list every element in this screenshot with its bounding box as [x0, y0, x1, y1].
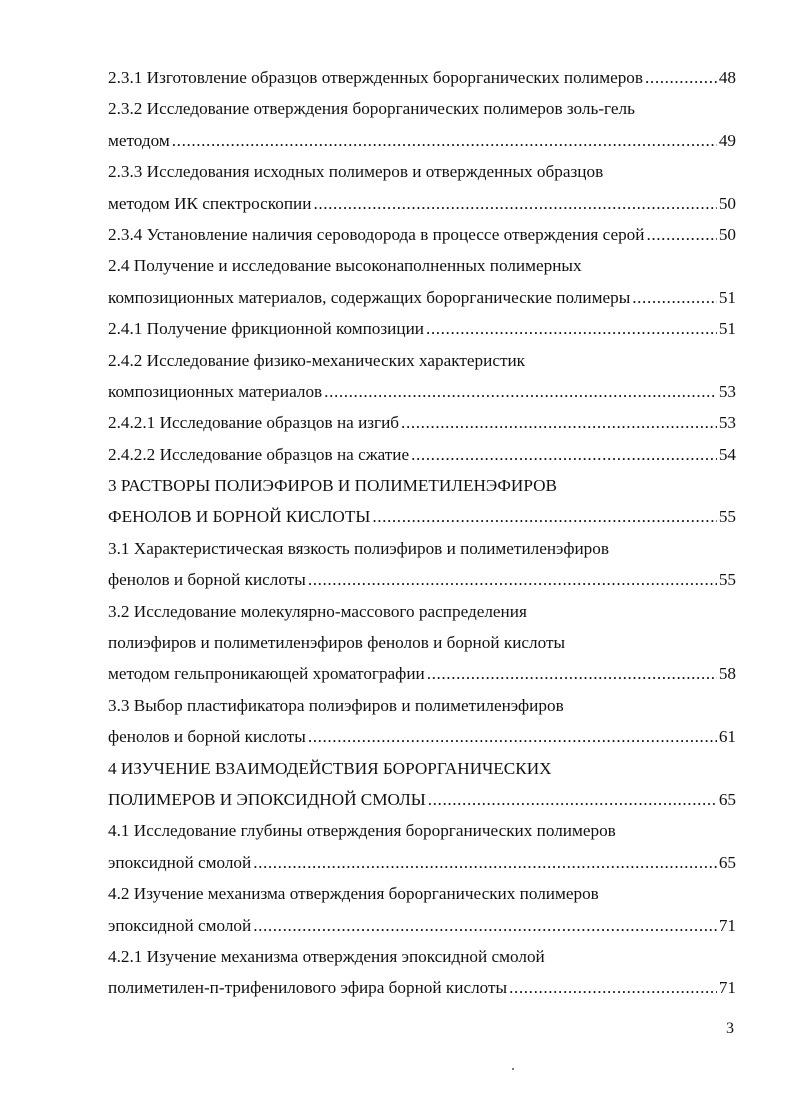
- toc-entry-text: 2.3.2 Исследование отверждения борорганических полимеров золь-гель: [108, 99, 635, 119]
- toc-entry-text: эпоксидной смолой: [108, 915, 252, 935]
- toc-entry-text: 2.3.4 Установление наличия сероводорода в процессе отверждения серой: [108, 224, 645, 244]
- toc-entry-final-line: [108, 219, 736, 250]
- toc-page-number: 55: [718, 570, 736, 590]
- toc-entry-text: 4.1 Исследование глубины отверждения борорганических полимеров: [108, 821, 616, 841]
- toc-entry: [108, 219, 736, 250]
- toc-page-number: 53: [718, 413, 736, 433]
- toc-entry: [108, 62, 736, 93]
- toc-page-number: 71: [718, 978, 736, 998]
- dot-leader: [308, 721, 717, 752]
- toc-entry-final-line: [108, 439, 736, 470]
- toc-entry-text: 3.3 Выбор пластификатора полиэфиров и полиметиленэфиров: [108, 695, 564, 715]
- page-number: 3: [726, 1020, 734, 1037]
- toc-entry: [108, 250, 736, 313]
- dot-leader: [427, 658, 717, 689]
- toc-page-number: 50: [718, 224, 736, 244]
- toc-entry-text: фенолов и борной кислоты: [108, 727, 306, 747]
- dot-leader: [426, 313, 717, 344]
- toc-entry-final-line: [108, 564, 736, 595]
- toc-page-number: 65: [718, 852, 736, 872]
- toc-entry: [108, 439, 736, 470]
- dot-leader: [509, 972, 717, 1003]
- toc-entry-final-line: [108, 658, 736, 689]
- toc-page-number: 50: [718, 193, 736, 213]
- toc-page-number: 48: [718, 68, 736, 87]
- table-of-contents: [108, 62, 736, 1004]
- toc-entry-text: полиметилен-п-трифенилового эфира борной кислоты: [108, 978, 508, 998]
- toc-entry-text: 4.2.1 Изучение механизма отверждения эпоксидной смолой: [108, 946, 545, 966]
- toc-entry: [108, 533, 736, 596]
- toc-page-number: 51: [718, 287, 736, 307]
- toc-page-number: 55: [718, 507, 736, 527]
- toc-page-number: 61: [718, 727, 736, 747]
- scan-speck: [512, 1068, 514, 1070]
- toc-page-number: 49: [718, 130, 736, 150]
- toc-page-number: 53: [718, 381, 736, 401]
- toc-entry-text: 2.4.2 Исследование физико-механических характеристик: [108, 350, 526, 370]
- toc-entry-text: композиционных материалов, содержащих борорганические полимеры: [108, 287, 631, 307]
- toc-entry-text: композиционных материалов: [108, 381, 323, 401]
- toc-page-number: 65: [718, 789, 736, 809]
- toc-entry-text: 2.3.3 Исследования исходных полимеров и отвержденных образцов: [108, 162, 604, 182]
- toc-entry-text: полиэфиров и полиметиленэфиров фенолов и борной кислоты: [108, 633, 566, 653]
- dot-leader: [253, 847, 717, 878]
- toc-entry-final-line: [108, 188, 736, 219]
- toc-entry-text: ПОЛИМЕРОВ И ЭПОКСИДНОЙ СМОЛЫ: [108, 789, 426, 809]
- dot-leader: [308, 564, 717, 595]
- toc-entry-text: 4.2 Изучение механизма отверждения борорганических полимеров: [108, 884, 599, 904]
- toc-entry-text: 3.1 Характеристическая вязкость полиэфиров и полиметиленэфиров: [108, 538, 609, 558]
- toc-page-number: 51: [718, 319, 736, 339]
- toc-entry-final-line: [108, 313, 736, 344]
- toc-entry: [108, 941, 736, 1004]
- toc-entry: [108, 596, 736, 690]
- toc-entry-text: ФЕНОЛОВ И БОРНОЙ КИСЛОТЫ: [108, 507, 371, 527]
- toc-entry: [108, 753, 736, 816]
- toc-entry-final-line: [108, 376, 736, 407]
- toc-entry: [108, 690, 736, 753]
- toc-entry-text: 4 ИЗУЧЕНИЕ ВЗАИМОДЕЙСТВИЯ БОРОРГАНИЧЕСКИХ: [108, 758, 552, 778]
- dot-leader: [428, 784, 717, 815]
- toc-entry-text: 2.4.2.1 Исследование образцов на изгиб: [108, 413, 400, 433]
- dot-leader: [646, 219, 716, 250]
- dot-leader: [401, 407, 717, 438]
- dot-leader: [632, 282, 717, 313]
- toc-entry-text: 3 РАСТВОРЫ ПОЛИЭФИРОВ И ПОЛИМЕТИЛЕНЭФИРОВ: [108, 476, 557, 496]
- toc-entry-text: фенолов и борной кислоты: [108, 570, 306, 590]
- toc-entry: [108, 345, 736, 408]
- toc-entry-text: 3.2 Исследование молекулярно-массового распределения: [108, 601, 527, 621]
- toc-entry: [108, 815, 736, 878]
- dot-leader: [411, 439, 717, 470]
- toc-entry-final-line: [108, 721, 736, 752]
- toc-entry-final-line: [108, 125, 736, 156]
- toc-entry-text: 2.4 Получение и исследование высоконаполненных полимерных: [108, 256, 582, 276]
- dot-leader: [253, 910, 717, 941]
- toc-entry-text: 2.4.1 Получение фрикционной композиции: [108, 319, 424, 339]
- toc-entry-text: методом ИК спектроскопии: [108, 193, 312, 213]
- toc-entry-final-line: [108, 972, 736, 1003]
- toc-entry: [108, 878, 736, 941]
- toc-page-number: 71: [718, 915, 736, 935]
- dot-leader: [372, 501, 717, 532]
- toc-entry-final-line: [108, 62, 736, 93]
- toc-entry-final-line: [108, 501, 736, 532]
- toc-entry-final-line: [108, 407, 736, 438]
- toc-entry-text: методом: [108, 130, 170, 150]
- toc-entry: [108, 93, 736, 156]
- dot-leader: [645, 62, 717, 93]
- toc-entry: [108, 156, 736, 219]
- toc-entry-text: 2.3.1 Изготовление образцов отвержденных борорганических полимеров: [108, 68, 644, 87]
- dot-leader: [324, 376, 717, 407]
- toc-entry-text: 2.4.2.2 Исследование образцов на сжатие: [108, 444, 410, 464]
- toc-entry-text: методом гельпроникающей хроматографии: [108, 664, 425, 684]
- toc-page-number: 58: [718, 664, 736, 684]
- toc-entry-final-line: [108, 784, 736, 815]
- dot-leader: [172, 125, 717, 156]
- dot-leader: [313, 188, 716, 219]
- toc-entry: [108, 470, 736, 533]
- toc-entry-final-line: [108, 910, 736, 941]
- toc-entry-final-line: [108, 847, 736, 878]
- toc-page-number: 54: [718, 444, 736, 464]
- toc-entry: [108, 407, 736, 438]
- toc-entry-text: эпоксидной смолой: [108, 852, 252, 872]
- toc-entry-final-line: [108, 282, 736, 313]
- toc-entry: [108, 313, 736, 344]
